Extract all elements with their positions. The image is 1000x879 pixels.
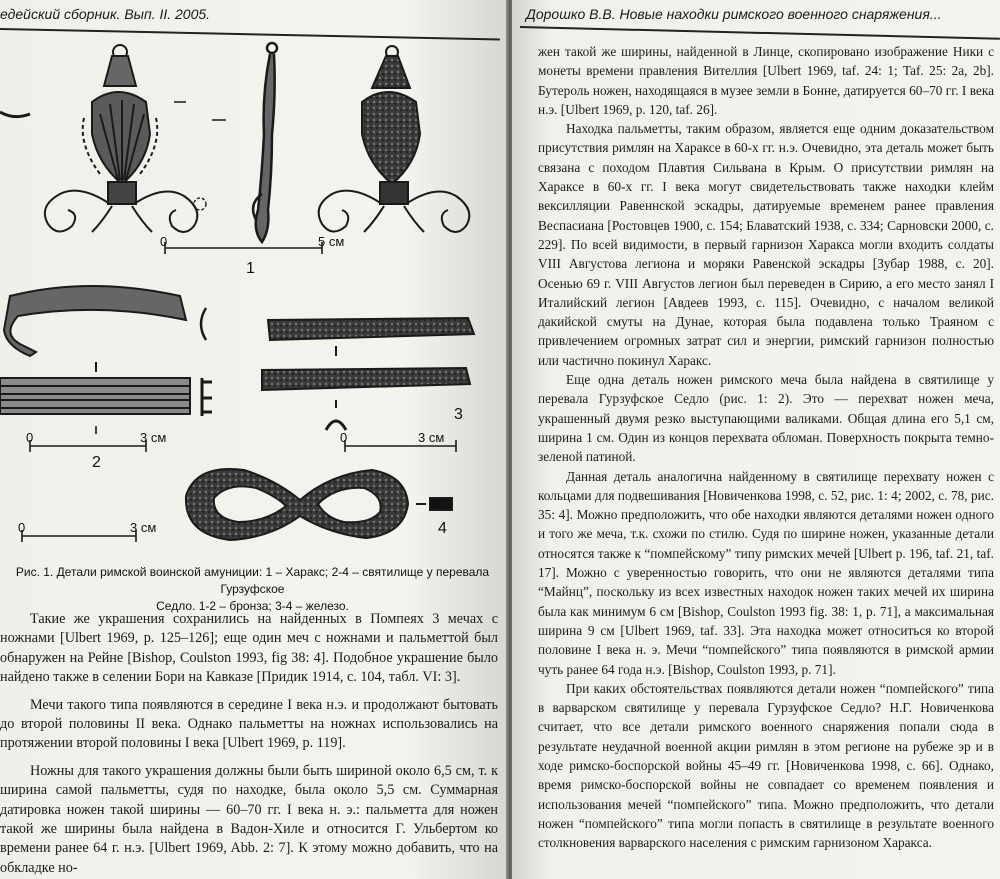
right-paragraph-1: жен такой же ширины, найденной в Линце, скопировано изображение Ники с монеты времени правления Вителлия [Ulbert 1969, taf. 24: 1; Taf. 25: 2a, 2b]. Бутероль ножен, находящаяся в музее земли в Бонне, датируется 60–70 гг. I века н.э. [Ulbert 1969, p. 120, taf. 26].	[538, 44, 994, 117]
left-body-text	[0, 602, 498, 878]
right-header-rule	[520, 26, 1000, 40]
right-paragraph-2: Находка пальметты, таким образом, является еще одним доказательством присутствия римлян на Хараксе в 60-х гг. н.э. Очевидно, эта деталь может быть связана с походом Плавтия Сильвана в Крым. О присутствии римлян на Хараксе в 60-х гг. I века могут свидетельствовать также находки клейм вексилляции Равеннской эскадры, датируемые временем ранее правления Веспасиана [Ростовцев 1900, с. 154; Блаватский 1938, с. 334; Сарновски 2000, с. 229]. По всей видимости, в первый гарнизон Харакса могли входить солдаты VIII Августова легиона и моряки Равенской эскадры [Зубар 1988, с. 20]. Осенью 69 г. VIII Августов легион был переведен в Сирию, а его место занял I Италийский легион [Авдеев 1993, с. 115]. Очевидно, с началом великой дакийской смуты на Дунае, которая была подавлена только Траяном с привлечением огромных затрат сил и энергии, римский гарнизон полностью или частично покинул Харакс.	[538, 121, 994, 368]
figure-number-1: 1	[246, 260, 255, 277]
scale-bar-4	[22, 530, 136, 542]
iron-ring-drawing	[186, 469, 452, 540]
caption-line-2: Седло. 1-2 – бронза; 3-4 – железо.	[156, 599, 349, 613]
scabbard-clasp-drawing	[0, 286, 212, 416]
palmette-front-drawing	[45, 45, 206, 232]
scale-1-zero: 0	[160, 234, 168, 249]
figure-drawings	[0, 34, 505, 554]
right-body-text	[538, 42, 994, 852]
scale-1-end: 5 см	[318, 234, 345, 249]
right-paragraph-4: Данная деталь аналогична найденному в святилище перехвату ножен с кольцами для подвешивания [Новиченкова 1998, с. 52, рис. 1: 4; 2002, с. 78, рис. 35: 4]. Можно предположить, что обе находки являются деталями ножен одного и того же меча, т.к. схожи по стилю. Судя по ширине ножен, указанные детали относятся также к “помпейскому” типу римских мечей [Ulbert p. 196, taf. 21, taf. 17]. Можно с уверенностью говорить, что они не являются деталями типа “Майнц”, поскольку из всех известных находок ножен таких мечей их ширина была как минимум 6 см [Bishop, Coulston 1993 fig. 38: 1, p. 71], а максимальная ширина 9 см [Ulbert 1969, taf. 33]. Эта находка может относиться ко второй половине I века н. э. Мечи “помпейского” типа появляются в римской армии чуть ранее 64 года н.э. [Bishop, Coulston 1993, p. 71].	[538, 468, 994, 677]
scale-2-end: 3 см	[140, 430, 167, 445]
left-paragraph-1: Такие же украшения сохранились на найденных в Помпеях 3 мечах с ножнами [Ulbert 1969, p. 125–126]; еще один меч с ножнами и пальметтой был обнаружен на Рейне [Bishop, Coulston 1993, fig 38: 4]. Подобное украшение было найдено также в селении Бори на Кавказе [Придик 1914, с. 104, табл. VI: 3].	[0, 611, 498, 686]
figure-1	[0, 34, 505, 554]
figure-number-3: 3	[454, 406, 463, 423]
palmette-back-drawing	[319, 46, 470, 232]
right-paragraph-5: При каких обстоятельствах появляются детали ножен “помпейского” типа в варварском святилище у перевала Гурзуфское Седло? Н.Г. Новиченкова считает, что все детали римского военного снаряжения попали сюда в результате неудачной военной акции римлян в этом регионе на рубеже эр и в ходе римско-боспорской войны 45–49 гг. [Новиченкова 1998, с. 66]. Однако, время римско-боспорской войны не совпадает со временем появления и использования мечей “помпейского” типа. Можно предположить, что детали ножен “помпейского” типа могли попасть в святилище в результате военного столкновения варварского населения с римским гарнизоном Харакса.	[538, 680, 994, 851]
scale-bar-2	[30, 426, 146, 452]
caption-line-1: Рис. 1. Детали римской воинской амуниции: 1 – Харакс; 2-4 – святилище у перевала Гурзуфское	[15, 565, 490, 596]
iron-plate-drawing	[262, 318, 474, 430]
right-paragraph-3: Еще одна деталь ножен римского меча была найдена в святилище у перевала Гурзуфское Седло (рис. 1: 2). Это — перехват ножен меча, украшенный двумя резко выступающими валиками. Общая длина его 5,1 см, ширина 1 см. Один из концов перехвата обломан. Поверхность покрыта темно-зеленой патиной.	[538, 372, 994, 465]
scale-2-zero: 0	[26, 430, 34, 445]
scale-3-end: 3 см	[418, 430, 445, 445]
left-running-header: едейский сборник. Вып. II. 2005.	[0, 6, 211, 22]
scale-bar-1	[165, 242, 322, 254]
palmette-side-drawing	[253, 43, 277, 242]
fragment-edge-drawing	[0, 112, 30, 117]
right-page	[512, 0, 1000, 879]
right-running-header: Дорошко В.В. Новые находки римского военного снаряжения...	[526, 6, 942, 22]
scale-4-zero: 0	[18, 520, 26, 535]
left-paragraph-2: Мечи такого типа появляются в середине I века н.э. и продолжают бытовать до второй половины II века. Однако пальметты на ножнах использовались на протяжении второй половины I века [Ulbert 1969, p. 119].	[0, 696, 498, 752]
scale-4-end: 3 см	[130, 520, 157, 535]
left-paragraph-3: Ножны для такого украшения должны были быть шириной около 6,5 см, т. к ширина самой пальметты, судя по находке, была около 5,5 см. Суммарная датировка ножен такой ширины — 60–70 гг. I века н. э.: пальметта для ножен такой же ширины была найдена в Вадон-Хиле и относится Г. Ульбертом ко времени ранее 64 г. н.э. [Ulbert 1969, Abb. 2: 7]. К этому можно добавить, что на обкладке но-	[0, 762, 498, 876]
scale-3-zero: 0	[340, 430, 348, 445]
figure-number-4: 4	[438, 520, 447, 537]
figure-number-2: 2	[92, 454, 101, 471]
